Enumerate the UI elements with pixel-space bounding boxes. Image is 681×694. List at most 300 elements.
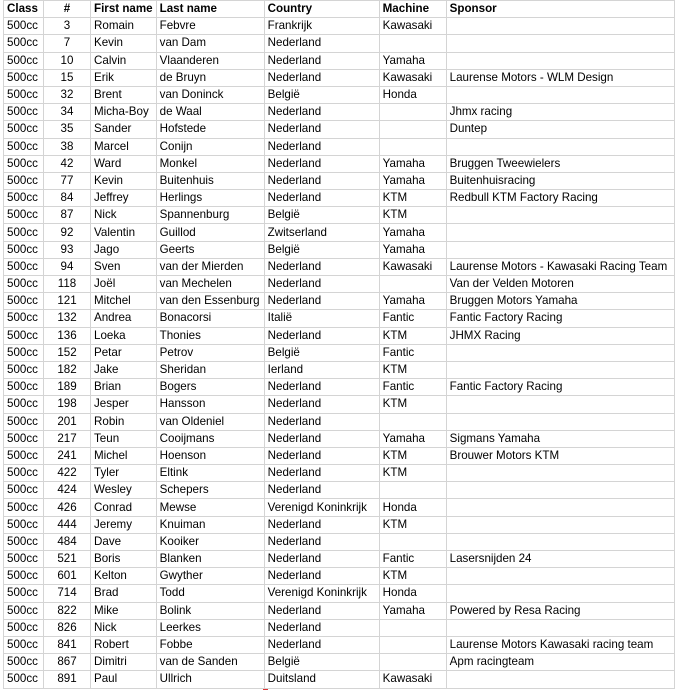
cell-sponsor[interactable]: Powered by Resa Racing (446, 602, 674, 619)
cell-country[interactable]: Nederland (264, 568, 379, 585)
cell-last-name[interactable]: Ullrich (156, 671, 264, 688)
cell-class[interactable]: 500cc (4, 258, 44, 275)
cell-class[interactable]: 500cc (4, 104, 44, 121)
cell-last-name[interactable]: Conijn (156, 138, 264, 155)
cell-sponsor[interactable] (446, 482, 674, 499)
cell-last-name[interactable]: van de Sanden (156, 654, 264, 671)
cell-first-name[interactable]: Romain (91, 18, 157, 35)
cell-machine[interactable]: KTM (379, 447, 446, 464)
cell-last-name[interactable]: Gwyther (156, 568, 264, 585)
table-row (4, 551, 675, 568)
cell-last-name[interactable]: Schepers (156, 482, 264, 499)
table-row (4, 516, 675, 533)
cell-first-name[interactable]: Kevin (91, 172, 157, 189)
cell-class[interactable]: 500cc (4, 276, 44, 293)
table-row (4, 671, 675, 688)
cell-machine[interactable]: Kawasaki (379, 69, 446, 86)
cell-country[interactable]: Nederland (264, 69, 379, 86)
cell-class[interactable]: 500cc (4, 585, 44, 602)
header-number[interactable]: # (44, 1, 91, 18)
table-row (4, 224, 675, 241)
cell-class[interactable]: 500cc (4, 413, 44, 430)
cell-country[interactable]: België (264, 86, 379, 103)
cell-country[interactable]: Frankrijk (264, 18, 379, 35)
cell-sponsor[interactable]: Laurense Motors Kawasaki racing team (446, 636, 674, 653)
cell-machine[interactable]: Yamaha (379, 602, 446, 619)
cell-number[interactable]: 32 (44, 86, 91, 103)
cell-number[interactable]: 10 (44, 52, 91, 69)
cell-country[interactable]: Ierland (264, 361, 379, 378)
cell-first-name[interactable]: Nick (91, 207, 157, 224)
cell-sponsor[interactable] (446, 585, 674, 602)
cell-country[interactable]: Nederland (264, 413, 379, 430)
cell-machine[interactable]: KTM (379, 361, 446, 378)
cell-first-name[interactable]: Mitchel (91, 293, 157, 310)
cell-class[interactable]: 500cc (4, 52, 44, 69)
cell-first-name[interactable]: Sven (91, 258, 157, 275)
table-row (4, 241, 675, 258)
cell-number[interactable]: 867 (44, 654, 91, 671)
table-row (4, 190, 675, 207)
cell-machine[interactable]: Kawasaki (379, 18, 446, 35)
cell-sponsor[interactable]: Fantic Factory Racing (446, 310, 674, 327)
cell-class[interactable]: 500cc (4, 155, 44, 172)
cell-class[interactable]: 500cc (4, 310, 44, 327)
cell-class[interactable]: 500cc (4, 499, 44, 516)
cell-number[interactable]: 84 (44, 190, 91, 207)
cell-last-name[interactable]: Bonacorsi (156, 310, 264, 327)
cell-number[interactable]: 118 (44, 276, 91, 293)
cell-first-name[interactable]: Jake (91, 361, 157, 378)
cell-class[interactable]: 500cc (4, 551, 44, 568)
cell-last-name[interactable]: Sheridan (156, 361, 264, 378)
table-row (4, 361, 675, 378)
cell-sponsor[interactable]: Sigmans Yamaha (446, 430, 674, 447)
cell-country[interactable]: België (264, 654, 379, 671)
table-row (4, 104, 675, 121)
header-first-name[interactable]: First name (91, 1, 157, 18)
cell-number[interactable]: 521 (44, 551, 91, 568)
table-row (4, 465, 675, 482)
cell-machine[interactable]: Fantic (379, 379, 446, 396)
cell-first-name[interactable]: Dimitri (91, 654, 157, 671)
cell-first-name[interactable]: Wesley (91, 482, 157, 499)
cell-country[interactable]: Nederland (264, 104, 379, 121)
cell-country[interactable]: Nederland (264, 138, 379, 155)
cell-country[interactable]: Nederland (264, 293, 379, 310)
cell-sponsor[interactable]: Bruggen Tweewielers (446, 155, 674, 172)
cell-country[interactable]: Nederland (264, 276, 379, 293)
cell-last-name[interactable]: Blanken (156, 551, 264, 568)
cell-sponsor[interactable]: Duntep (446, 121, 674, 138)
cell-sponsor[interactable] (446, 224, 674, 241)
cell-sponsor[interactable] (446, 413, 674, 430)
cell-class[interactable]: 500cc (4, 172, 44, 189)
cell-machine[interactable] (379, 482, 446, 499)
cell-class[interactable]: 500cc (4, 344, 44, 361)
cell-first-name[interactable]: Dave (91, 533, 157, 550)
cell-machine[interactable]: Honda (379, 499, 446, 516)
cell-sponsor[interactable] (446, 207, 674, 224)
cell-number[interactable]: 42 (44, 155, 91, 172)
cell-sponsor[interactable]: Bruggen Motors Yamaha (446, 293, 674, 310)
cell-number[interactable]: 93 (44, 241, 91, 258)
cell-last-name[interactable]: Bolink (156, 602, 264, 619)
cell-machine[interactable]: KTM (379, 396, 446, 413)
cell-class[interactable]: 500cc (4, 636, 44, 653)
cell-country[interactable]: Duitsland (264, 671, 379, 688)
cell-number[interactable]: 77 (44, 172, 91, 189)
cell-last-name[interactable]: Herlings (156, 190, 264, 207)
cell-number[interactable]: 714 (44, 585, 91, 602)
cell-country[interactable]: Nederland (264, 327, 379, 344)
cell-first-name[interactable]: Joël (91, 276, 157, 293)
cell-number[interactable]: 15 (44, 69, 91, 86)
cell-machine[interactable]: Yamaha (379, 172, 446, 189)
cell-first-name[interactable]: Petar (91, 344, 157, 361)
cell-country[interactable]: Nederland (264, 482, 379, 499)
cell-last-name[interactable]: Leerkes (156, 619, 264, 636)
cell-last-name[interactable]: Knuiman (156, 516, 264, 533)
cell-last-name[interactable]: van Doninck (156, 86, 264, 103)
cell-number[interactable]: 198 (44, 396, 91, 413)
cell-last-name[interactable]: Fobbe (156, 636, 264, 653)
table-row (4, 138, 675, 155)
cell-country[interactable]: Nederland (264, 551, 379, 568)
cell-machine[interactable]: Yamaha (379, 155, 446, 172)
cell-last-name[interactable]: Hoenson (156, 447, 264, 464)
cell-first-name[interactable]: Brent (91, 86, 157, 103)
cell-last-name[interactable]: Mewse (156, 499, 264, 516)
cell-machine[interactable] (379, 35, 446, 52)
cell-class[interactable]: 500cc (4, 361, 44, 378)
cell-machine[interactable]: Kawasaki (379, 258, 446, 275)
cell-last-name[interactable]: Buitenhuis (156, 172, 264, 189)
cell-number[interactable]: 189 (44, 379, 91, 396)
cell-sponsor[interactable] (446, 86, 674, 103)
cell-first-name[interactable]: Boris (91, 551, 157, 568)
table-row (4, 69, 675, 86)
cell-country[interactable]: Nederland (264, 636, 379, 653)
cell-first-name[interactable]: Kelton (91, 568, 157, 585)
cell-class[interactable]: 500cc (4, 482, 44, 499)
cell-sponsor[interactable]: Redbull KTM Factory Racing (446, 190, 674, 207)
cell-sponsor[interactable] (446, 516, 674, 533)
cell-last-name[interactable]: van Oldeniel (156, 413, 264, 430)
cell-last-name[interactable]: Kooiker (156, 533, 264, 550)
cell-number[interactable]: 34 (44, 104, 91, 121)
cell-country[interactable]: België (264, 241, 379, 258)
cell-last-name[interactable]: van den Essenburg (156, 293, 264, 310)
cell-last-name[interactable]: Thonies (156, 327, 264, 344)
cell-sponsor[interactable]: Buitenhuisracing (446, 172, 674, 189)
cell-sponsor[interactable] (446, 465, 674, 482)
cell-number[interactable]: 121 (44, 293, 91, 310)
cell-number[interactable]: 426 (44, 499, 91, 516)
cell-country[interactable]: Nederland (264, 258, 379, 275)
cell-machine[interactable]: Fantic (379, 310, 446, 327)
cell-sponsor[interactable] (446, 35, 674, 52)
cell-sponsor[interactable]: Fantic Factory Racing (446, 379, 674, 396)
cell-machine[interactable] (379, 619, 446, 636)
cell-last-name[interactable]: Todd (156, 585, 264, 602)
cell-number[interactable]: 424 (44, 482, 91, 499)
cell-machine[interactable]: KTM (379, 190, 446, 207)
cell-last-name[interactable]: van Mechelen (156, 276, 264, 293)
cell-first-name[interactable]: Jeremy (91, 516, 157, 533)
cell-class[interactable]: 500cc (4, 35, 44, 52)
header-class[interactable]: Class (4, 1, 44, 18)
cell-first-name[interactable]: Micha-Boy (91, 104, 157, 121)
cell-country[interactable]: Nederland (264, 52, 379, 69)
cell-first-name[interactable]: Mike (91, 602, 157, 619)
cell-machine[interactable]: KTM (379, 207, 446, 224)
cell-class[interactable]: 500cc (4, 86, 44, 103)
cell-machine[interactable]: KTM (379, 327, 446, 344)
cell-number[interactable]: 38 (44, 138, 91, 155)
cell-number[interactable]: 841 (44, 636, 91, 653)
cell-machine[interactable] (379, 104, 446, 121)
cell-country[interactable]: Verenigd Koninkrijk (264, 499, 379, 516)
cell-machine[interactable] (379, 654, 446, 671)
header-sponsor[interactable]: Sponsor (446, 1, 674, 18)
cell-number[interactable]: 7 (44, 35, 91, 52)
cell-number[interactable]: 822 (44, 602, 91, 619)
cell-sponsor[interactable]: Brouwer Motors KTM (446, 447, 674, 464)
cell-country[interactable]: Zwitserland (264, 224, 379, 241)
cell-machine[interactable]: KTM (379, 568, 446, 585)
cell-country[interactable]: Nederland (264, 396, 379, 413)
cell-sponsor[interactable] (446, 568, 674, 585)
cell-machine[interactable] (379, 636, 446, 653)
cell-country[interactable]: Nederland (264, 121, 379, 138)
table-row (4, 155, 675, 172)
cell-country[interactable]: Nederland (264, 35, 379, 52)
cell-class[interactable]: 500cc (4, 396, 44, 413)
cell-sponsor[interactable] (446, 361, 674, 378)
cell-sponsor[interactable]: Jhmx racing (446, 104, 674, 121)
cell-country[interactable]: Nederland (264, 516, 379, 533)
cell-sponsor[interactable] (446, 52, 674, 69)
cell-last-name[interactable]: van Dam (156, 35, 264, 52)
cell-sponsor[interactable]: Laurense Motors - WLM Design (446, 69, 674, 86)
cell-first-name[interactable]: Jeffrey (91, 190, 157, 207)
cell-sponsor[interactable] (446, 18, 674, 35)
cell-number[interactable]: 152 (44, 344, 91, 361)
cell-number[interactable]: 201 (44, 413, 91, 430)
cell-country[interactable]: Verenigd Koninkrijk (264, 585, 379, 602)
cell-class[interactable]: 500cc (4, 190, 44, 207)
cell-first-name[interactable]: Tyler (91, 465, 157, 482)
cell-sponsor[interactable] (446, 138, 674, 155)
cell-number[interactable]: 94 (44, 258, 91, 275)
cell-class[interactable]: 500cc (4, 379, 44, 396)
cell-last-name[interactable]: Eltink (156, 465, 264, 482)
cell-country[interactable]: Nederland (264, 465, 379, 482)
cell-class[interactable]: 500cc (4, 138, 44, 155)
cell-first-name[interactable]: Nick (91, 619, 157, 636)
cell-number[interactable]: 3 (44, 18, 91, 35)
cell-machine[interactable]: Yamaha (379, 430, 446, 447)
cell-last-name[interactable]: Febvre (156, 18, 264, 35)
cell-first-name[interactable]: Sander (91, 121, 157, 138)
cell-class[interactable]: 500cc (4, 18, 44, 35)
cell-sponsor[interactable] (446, 241, 674, 258)
cell-number[interactable]: 217 (44, 430, 91, 447)
cell-class[interactable]: 500cc (4, 69, 44, 86)
cell-sponsor[interactable]: Lasersnijden 24 (446, 551, 674, 568)
cell-first-name[interactable]: Robert (91, 636, 157, 653)
cell-first-name[interactable]: Paul (91, 671, 157, 688)
cell-last-name[interactable]: Hofstede (156, 121, 264, 138)
cell-sponsor[interactable] (446, 396, 674, 413)
cell-first-name[interactable]: Calvin (91, 52, 157, 69)
cell-first-name[interactable]: Conrad (91, 499, 157, 516)
cell-first-name[interactable]: Michel (91, 447, 157, 464)
cell-machine[interactable]: Fantic (379, 344, 446, 361)
cell-machine[interactable]: Yamaha (379, 224, 446, 241)
cell-sponsor[interactable] (446, 344, 674, 361)
cell-number[interactable]: 92 (44, 224, 91, 241)
table-row (4, 276, 675, 293)
cell-last-name[interactable]: de Waal (156, 104, 264, 121)
cell-country[interactable]: Nederland (264, 379, 379, 396)
cell-last-name[interactable]: Geerts (156, 241, 264, 258)
cell-first-name[interactable]: Jago (91, 241, 157, 258)
cell-number[interactable]: 444 (44, 516, 91, 533)
cell-number[interactable]: 136 (44, 327, 91, 344)
cell-number[interactable]: 891 (44, 671, 91, 688)
cell-first-name[interactable]: Andrea (91, 310, 157, 327)
header-machine[interactable]: Machine (379, 1, 446, 18)
cell-machine[interactable]: Honda (379, 86, 446, 103)
header-country[interactable]: Country (264, 1, 379, 18)
cell-sponsor[interactable]: Laurense Motors - Kawasaki Racing Team (446, 258, 674, 275)
cell-class[interactable]: 500cc (4, 619, 44, 636)
cell-last-name[interactable]: Spannenburg (156, 207, 264, 224)
cell-country[interactable]: België (264, 344, 379, 361)
cell-class[interactable]: 500cc (4, 241, 44, 258)
cell-country[interactable]: Nederland (264, 430, 379, 447)
cell-class[interactable]: 500cc (4, 568, 44, 585)
cell-first-name[interactable]: Marcel (91, 138, 157, 155)
cell-class[interactable]: 500cc (4, 654, 44, 671)
cell-class[interactable]: 500cc (4, 465, 44, 482)
cell-number[interactable]: 87 (44, 207, 91, 224)
cell-sponsor[interactable] (446, 533, 674, 550)
cell-class[interactable]: 500cc (4, 602, 44, 619)
cell-class[interactable]: 500cc (4, 224, 44, 241)
cell-country[interactable]: België (264, 207, 379, 224)
cell-class[interactable]: 500cc (4, 207, 44, 224)
cell-country[interactable]: Nederland (264, 619, 379, 636)
cell-number[interactable]: 182 (44, 361, 91, 378)
cell-country[interactable]: Nederland (264, 155, 379, 172)
cell-number[interactable]: 35 (44, 121, 91, 138)
cell-machine[interactable] (379, 138, 446, 155)
cell-number[interactable]: 241 (44, 447, 91, 464)
table-row (4, 654, 675, 671)
cell-first-name[interactable]: Loeka (91, 327, 157, 344)
cell-last-name[interactable]: Petrov (156, 344, 264, 361)
cell-last-name[interactable]: de Bruyn (156, 69, 264, 86)
cell-country[interactable]: Nederland (264, 172, 379, 189)
cell-last-name[interactable]: van der Mierden (156, 258, 264, 275)
cell-machine[interactable] (379, 413, 446, 430)
cell-last-name[interactable]: Hansson (156, 396, 264, 413)
cell-class[interactable]: 500cc (4, 533, 44, 550)
cell-country[interactable]: Nederland (264, 533, 379, 550)
table-row (4, 482, 675, 499)
cell-class[interactable]: 500cc (4, 671, 44, 688)
cell-last-name[interactable]: Monkel (156, 155, 264, 172)
cell-class[interactable]: 500cc (4, 121, 44, 138)
header-row (4, 1, 675, 18)
cell-sponsor[interactable] (446, 619, 674, 636)
cell-first-name[interactable]: Robin (91, 413, 157, 430)
cell-last-name[interactable]: Vlaanderen (156, 52, 264, 69)
cell-number[interactable]: 601 (44, 568, 91, 585)
cell-sponsor[interactable] (446, 671, 674, 688)
cell-first-name[interactable]: Brian (91, 379, 157, 396)
cell-last-name[interactable]: Guillod (156, 224, 264, 241)
cell-machine[interactable] (379, 276, 446, 293)
cell-machine[interactable]: KTM (379, 465, 446, 482)
cell-first-name[interactable]: Erik (91, 69, 157, 86)
cell-first-name[interactable]: Ward (91, 155, 157, 172)
cell-class[interactable]: 500cc (4, 516, 44, 533)
cell-number[interactable]: 422 (44, 465, 91, 482)
table-row (4, 568, 675, 585)
cell-class[interactable]: 500cc (4, 430, 44, 447)
table-row (4, 310, 675, 327)
cell-country[interactable]: Nederland (264, 602, 379, 619)
cell-class[interactable]: 500cc (4, 447, 44, 464)
cell-machine[interactable]: Kawasaki (379, 671, 446, 688)
cell-country[interactable]: Nederland (264, 190, 379, 207)
cell-country[interactable]: Nederland (264, 447, 379, 464)
cell-machine[interactable]: KTM (379, 516, 446, 533)
header-last-name[interactable]: Last name (156, 1, 264, 18)
cell-last-name[interactable]: Cooijmans (156, 430, 264, 447)
cell-country[interactable]: Italië (264, 310, 379, 327)
cell-sponsor[interactable] (446, 499, 674, 516)
table-row (4, 585, 675, 602)
cell-first-name[interactable]: Kevin (91, 35, 157, 52)
cell-class[interactable]: 500cc (4, 327, 44, 344)
cell-machine[interactable]: Yamaha (379, 241, 446, 258)
cell-number[interactable]: 484 (44, 533, 91, 550)
cell-last-name[interactable]: Bogers (156, 379, 264, 396)
cell-sponsor[interactable]: JHMX Racing (446, 327, 674, 344)
cell-machine[interactable] (379, 121, 446, 138)
cell-machine[interactable]: Yamaha (379, 52, 446, 69)
table-row (4, 172, 675, 189)
cell-machine[interactable]: Fantic (379, 551, 446, 568)
cell-first-name[interactable]: Brad (91, 585, 157, 602)
cell-sponsor[interactable]: Apm racingteam (446, 654, 674, 671)
cell-number[interactable]: 826 (44, 619, 91, 636)
cell-first-name[interactable]: Teun (91, 430, 157, 447)
cell-class[interactable]: 500cc (4, 293, 44, 310)
cell-machine[interactable]: Yamaha (379, 293, 446, 310)
cell-sponsor[interactable]: Van der Velden Motoren (446, 276, 674, 293)
cell-machine[interactable]: Honda (379, 585, 446, 602)
cell-first-name[interactable]: Jesper (91, 396, 157, 413)
cell-number[interactable]: 132 (44, 310, 91, 327)
cell-first-name[interactable]: Valentin (91, 224, 157, 241)
cell-machine[interactable] (379, 533, 446, 550)
